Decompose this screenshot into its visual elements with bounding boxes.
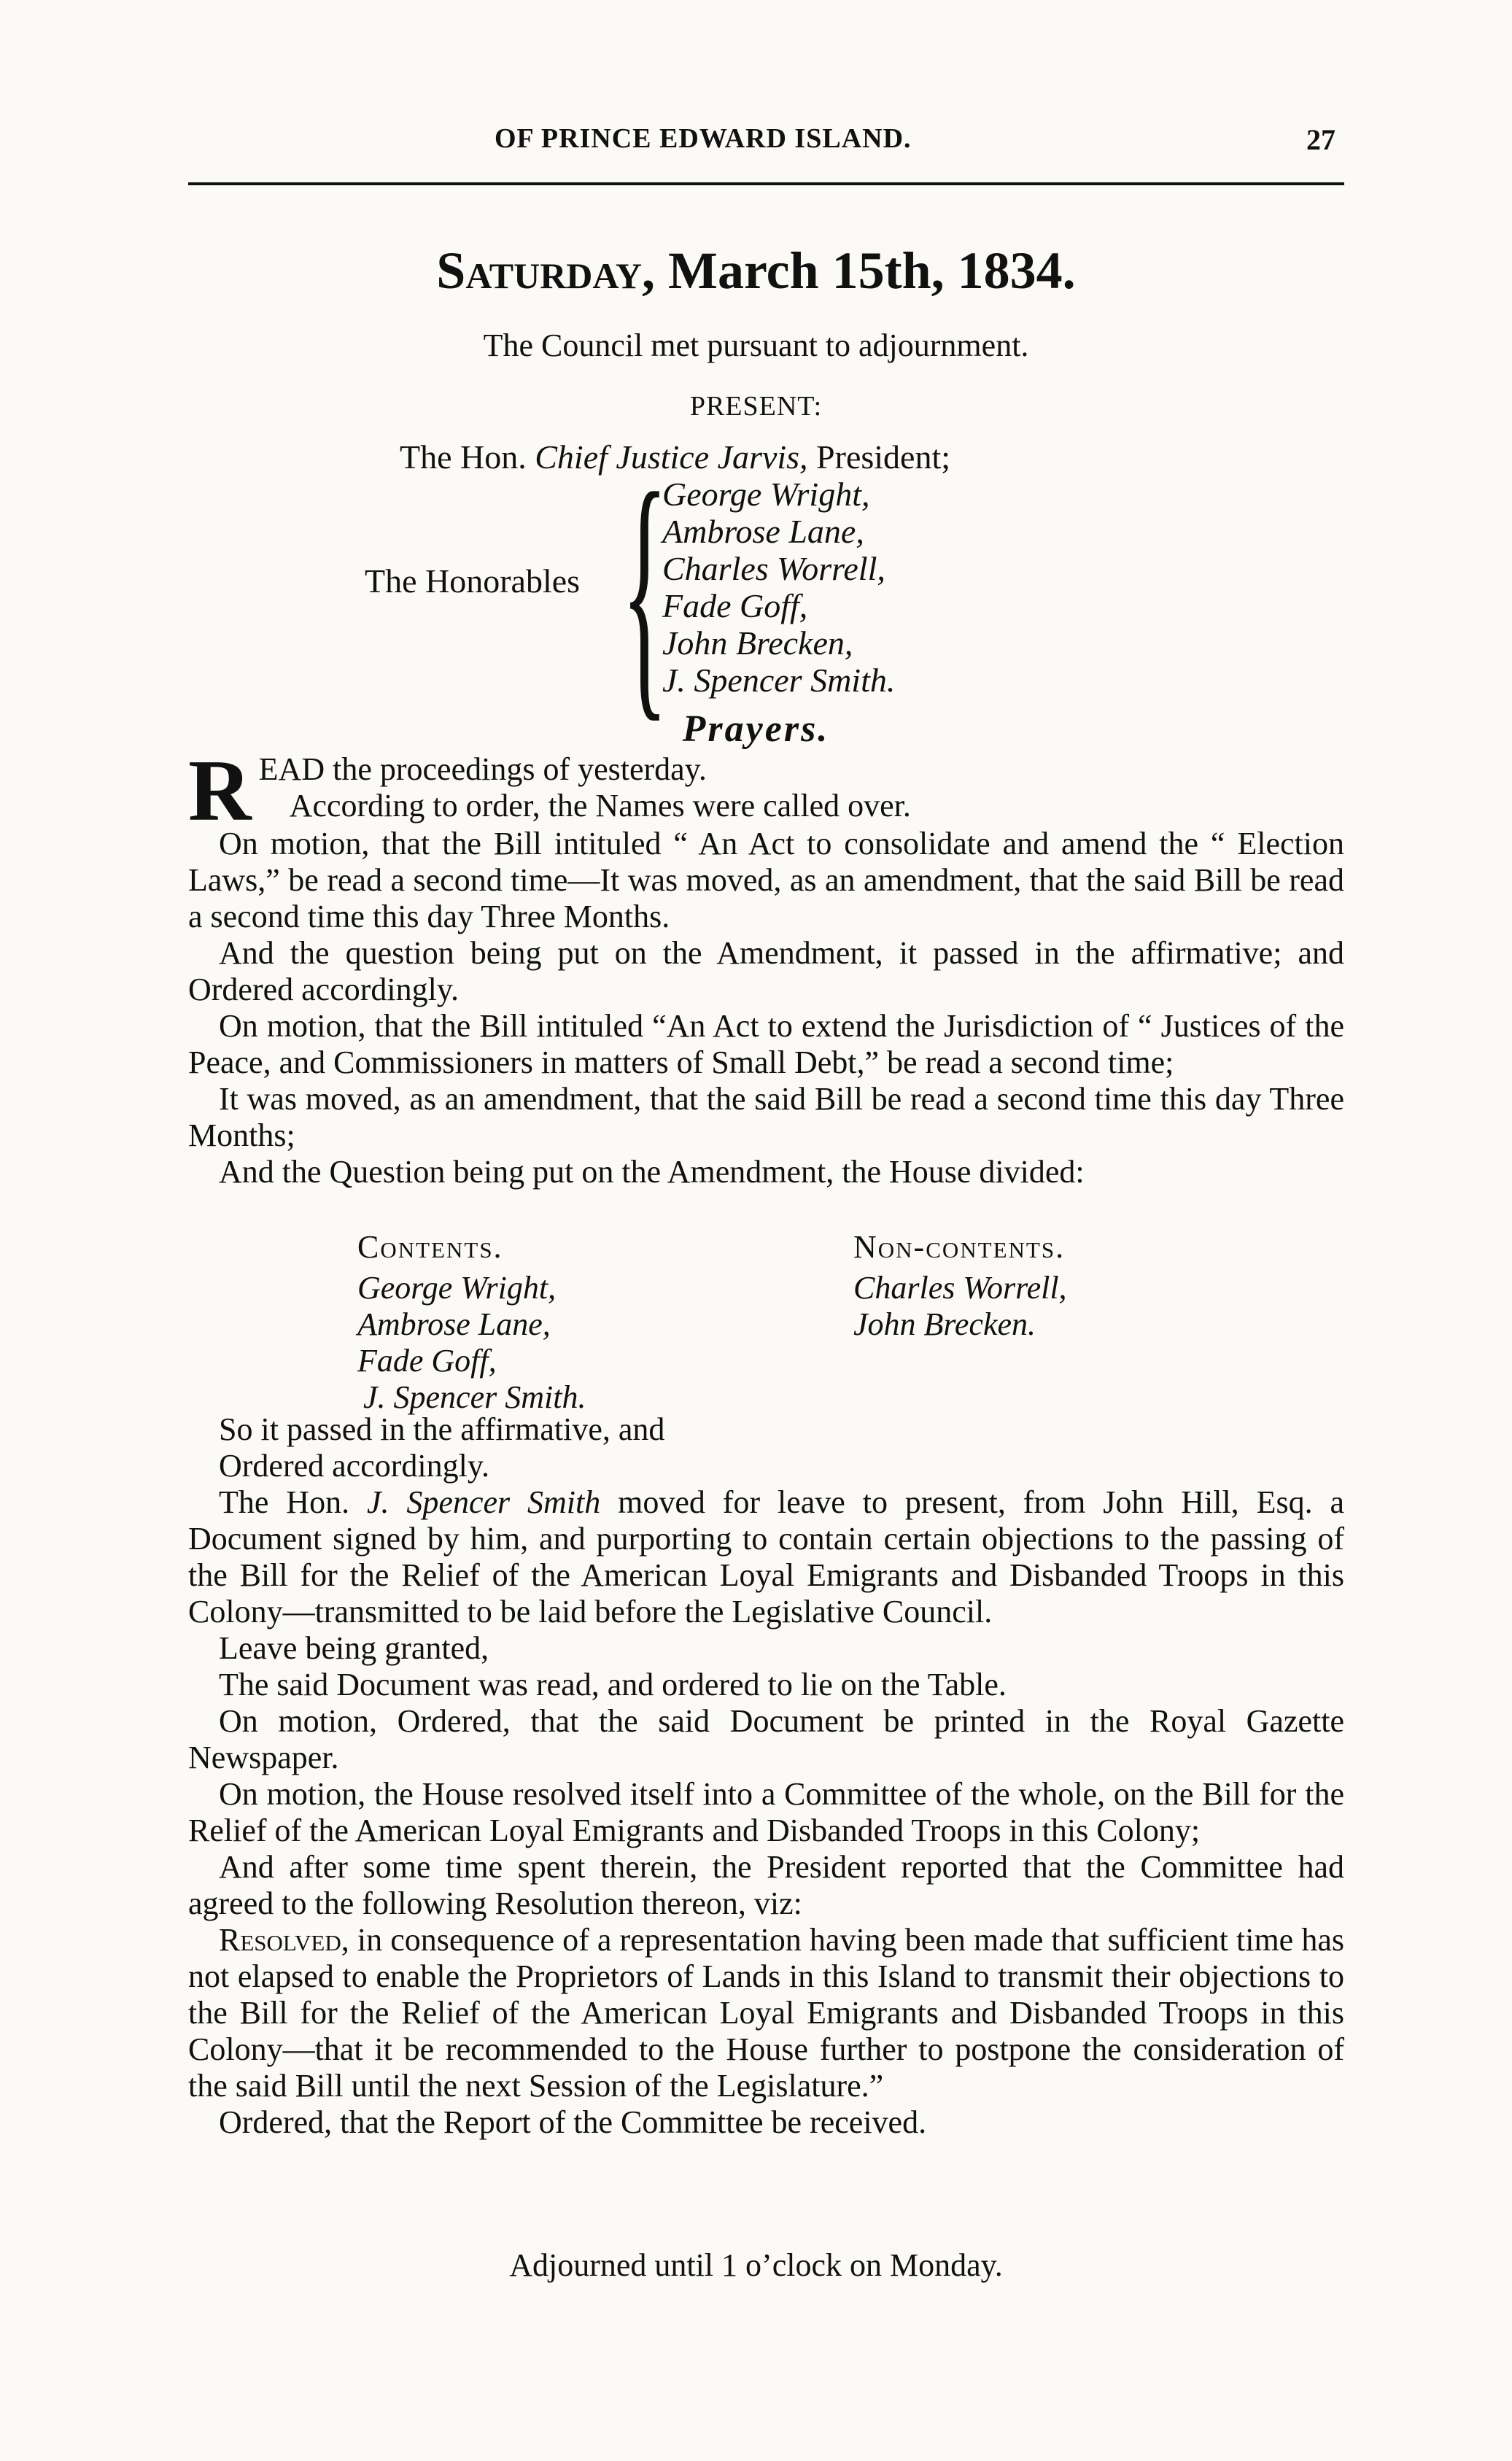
- printed-paragraph: On motion, Ordered, that the said Document be printed in the Royal Gazette Newspaper.: [188, 1703, 1344, 1775]
- adjournment-line: Adjourned until 1 o’clock on Monday.: [509, 2247, 1003, 2283]
- non-contents-name: John Brecken.: [853, 1306, 1036, 1342]
- resolution-paragraph: [188, 1922, 1344, 2104]
- president-role: President;: [816, 438, 951, 476]
- non-contents-label: Non-contents.: [853, 1229, 1066, 1265]
- resolved-word: Resolved,: [219, 1922, 349, 1958]
- resolution-text: in consequence of a representation having been made that sufficient time has not elapsed to enable the Proprietors of Lands in this Island to transmit their objections to the Bill for the Relief of the American Loyal Emigrants and Disbanded Troops in this Colony—that it be recommended to the House further to postpone the consideration of the said Bill until the next Session of the Legislature.”: [188, 1922, 1344, 2104]
- date-heading-date: March 15th, 1834.: [668, 241, 1076, 300]
- proceedings-part-two: [188, 1411, 1344, 2141]
- question-paragraph: And the question being put on the Amendment, it passed in the affirmative; and Ordered accordingly.: [188, 935, 1344, 1007]
- received-line: Ordered, that the Report of the Committee be received.: [219, 2104, 927, 2140]
- president-line: [400, 438, 950, 476]
- contents-label: Contents.: [357, 1229, 503, 1265]
- member-name: John Brecken,: [662, 624, 853, 662]
- amendment-paragraph: It was moved, as an amendment, that the said Bill be read a second time this day Three Months;: [188, 1081, 1344, 1153]
- non-contents-column: [853, 1229, 1067, 1343]
- document-paragraph: [188, 1484, 1344, 1630]
- date-heading: [0, 241, 1512, 301]
- prayers-heading: Prayers.: [682, 708, 830, 750]
- member-name: Ambrose Lane,: [662, 513, 864, 550]
- motion-justices-paragraph: On motion, that the Bill intituled “An Act to extend the Jurisdiction of “ Justices of the Peace, and Commissioners in matters of Small Debt,” be read a second time;: [188, 1008, 1344, 1080]
- running-title: OF PRINCE EDWARD ISLAND.: [495, 123, 912, 154]
- president-prefix: The Hon.: [400, 438, 527, 476]
- drop-cap: R: [188, 742, 252, 839]
- member-name: George Wright,: [662, 476, 870, 513]
- contents-column: [357, 1229, 586, 1416]
- contents-name: Fade Goff,: [357, 1343, 497, 1379]
- present-label: PRESENT:: [689, 391, 823, 422]
- president-name: Chief Justice Jarvis,: [535, 438, 808, 476]
- document-text: moved for leave to present, from John Hill, Esq. a Document signed by him, and purporting to contain certain objections to the passing of the Bill for the Relief of the American Loyal Emigrants and Disbanded Troops in this Colony—transmitted to be laid before the Legislative Council.: [188, 1484, 1345, 1629]
- member-name: J. Spencer Smith.: [662, 662, 896, 699]
- page-number: 27: [1306, 123, 1335, 156]
- read-document-line: The said Document was read, and ordered to lie on the Table.: [219, 1667, 1007, 1702]
- contents-name: J. Spencer Smith.: [363, 1379, 586, 1415]
- member-name: Fade Goff,: [662, 587, 808, 624]
- proceedings-part-one: [188, 742, 1344, 1190]
- contents-name: George Wright,: [357, 1270, 557, 1306]
- names-paragraph: According to order, the Names were called over.: [289, 788, 911, 823]
- division-paragraph: And the Question being put on the Amendment, the House divided:: [219, 1154, 1085, 1190]
- ordered-line: Ordered accordingly.: [219, 1448, 489, 1484]
- brace-glyph: {: [621, 437, 668, 744]
- opening-line: The Council met pursuant to adjournment.: [483, 328, 1029, 363]
- passed-line: So it passed in the affirmative, and: [219, 1411, 665, 1447]
- date-heading-day: Saturday,: [436, 241, 656, 300]
- committee-paragraph: On motion, the House resolved itself into a Committee of the whole, on the Bill for the Relief of the American Loyal Emigrants and Disbanded Troops in this Colony;: [188, 1776, 1344, 1848]
- document-mover: J. Spencer Smith: [366, 1484, 601, 1520]
- motion-election-paragraph: On motion, that the Bill intituled “ An Act to consolidate and amend the “ Election Laws,” be read a second time—It was moved, as an amendment, that the said Bill be read a second time this day Three Months.: [188, 826, 1344, 934]
- member-list: [662, 476, 895, 699]
- non-contents-name: Charles Worrell,: [853, 1270, 1067, 1306]
- leave-line: Leave being granted,: [219, 1630, 489, 1666]
- member-name: Charles Worrell,: [662, 550, 885, 587]
- contents-name: Ambrose Lane,: [357, 1306, 551, 1342]
- read-text: EAD the proceedings of yesterday.: [258, 751, 707, 787]
- report-paragraph: And after some time spent therein, the President reported that the Committee had agreed to the following Resolution thereon, viz:: [188, 1849, 1344, 1921]
- honorables-label: The Honorables: [365, 562, 581, 600]
- header-rule: [188, 182, 1344, 185]
- document-prefix: The Hon.: [219, 1484, 350, 1520]
- running-header: [188, 123, 1344, 166]
